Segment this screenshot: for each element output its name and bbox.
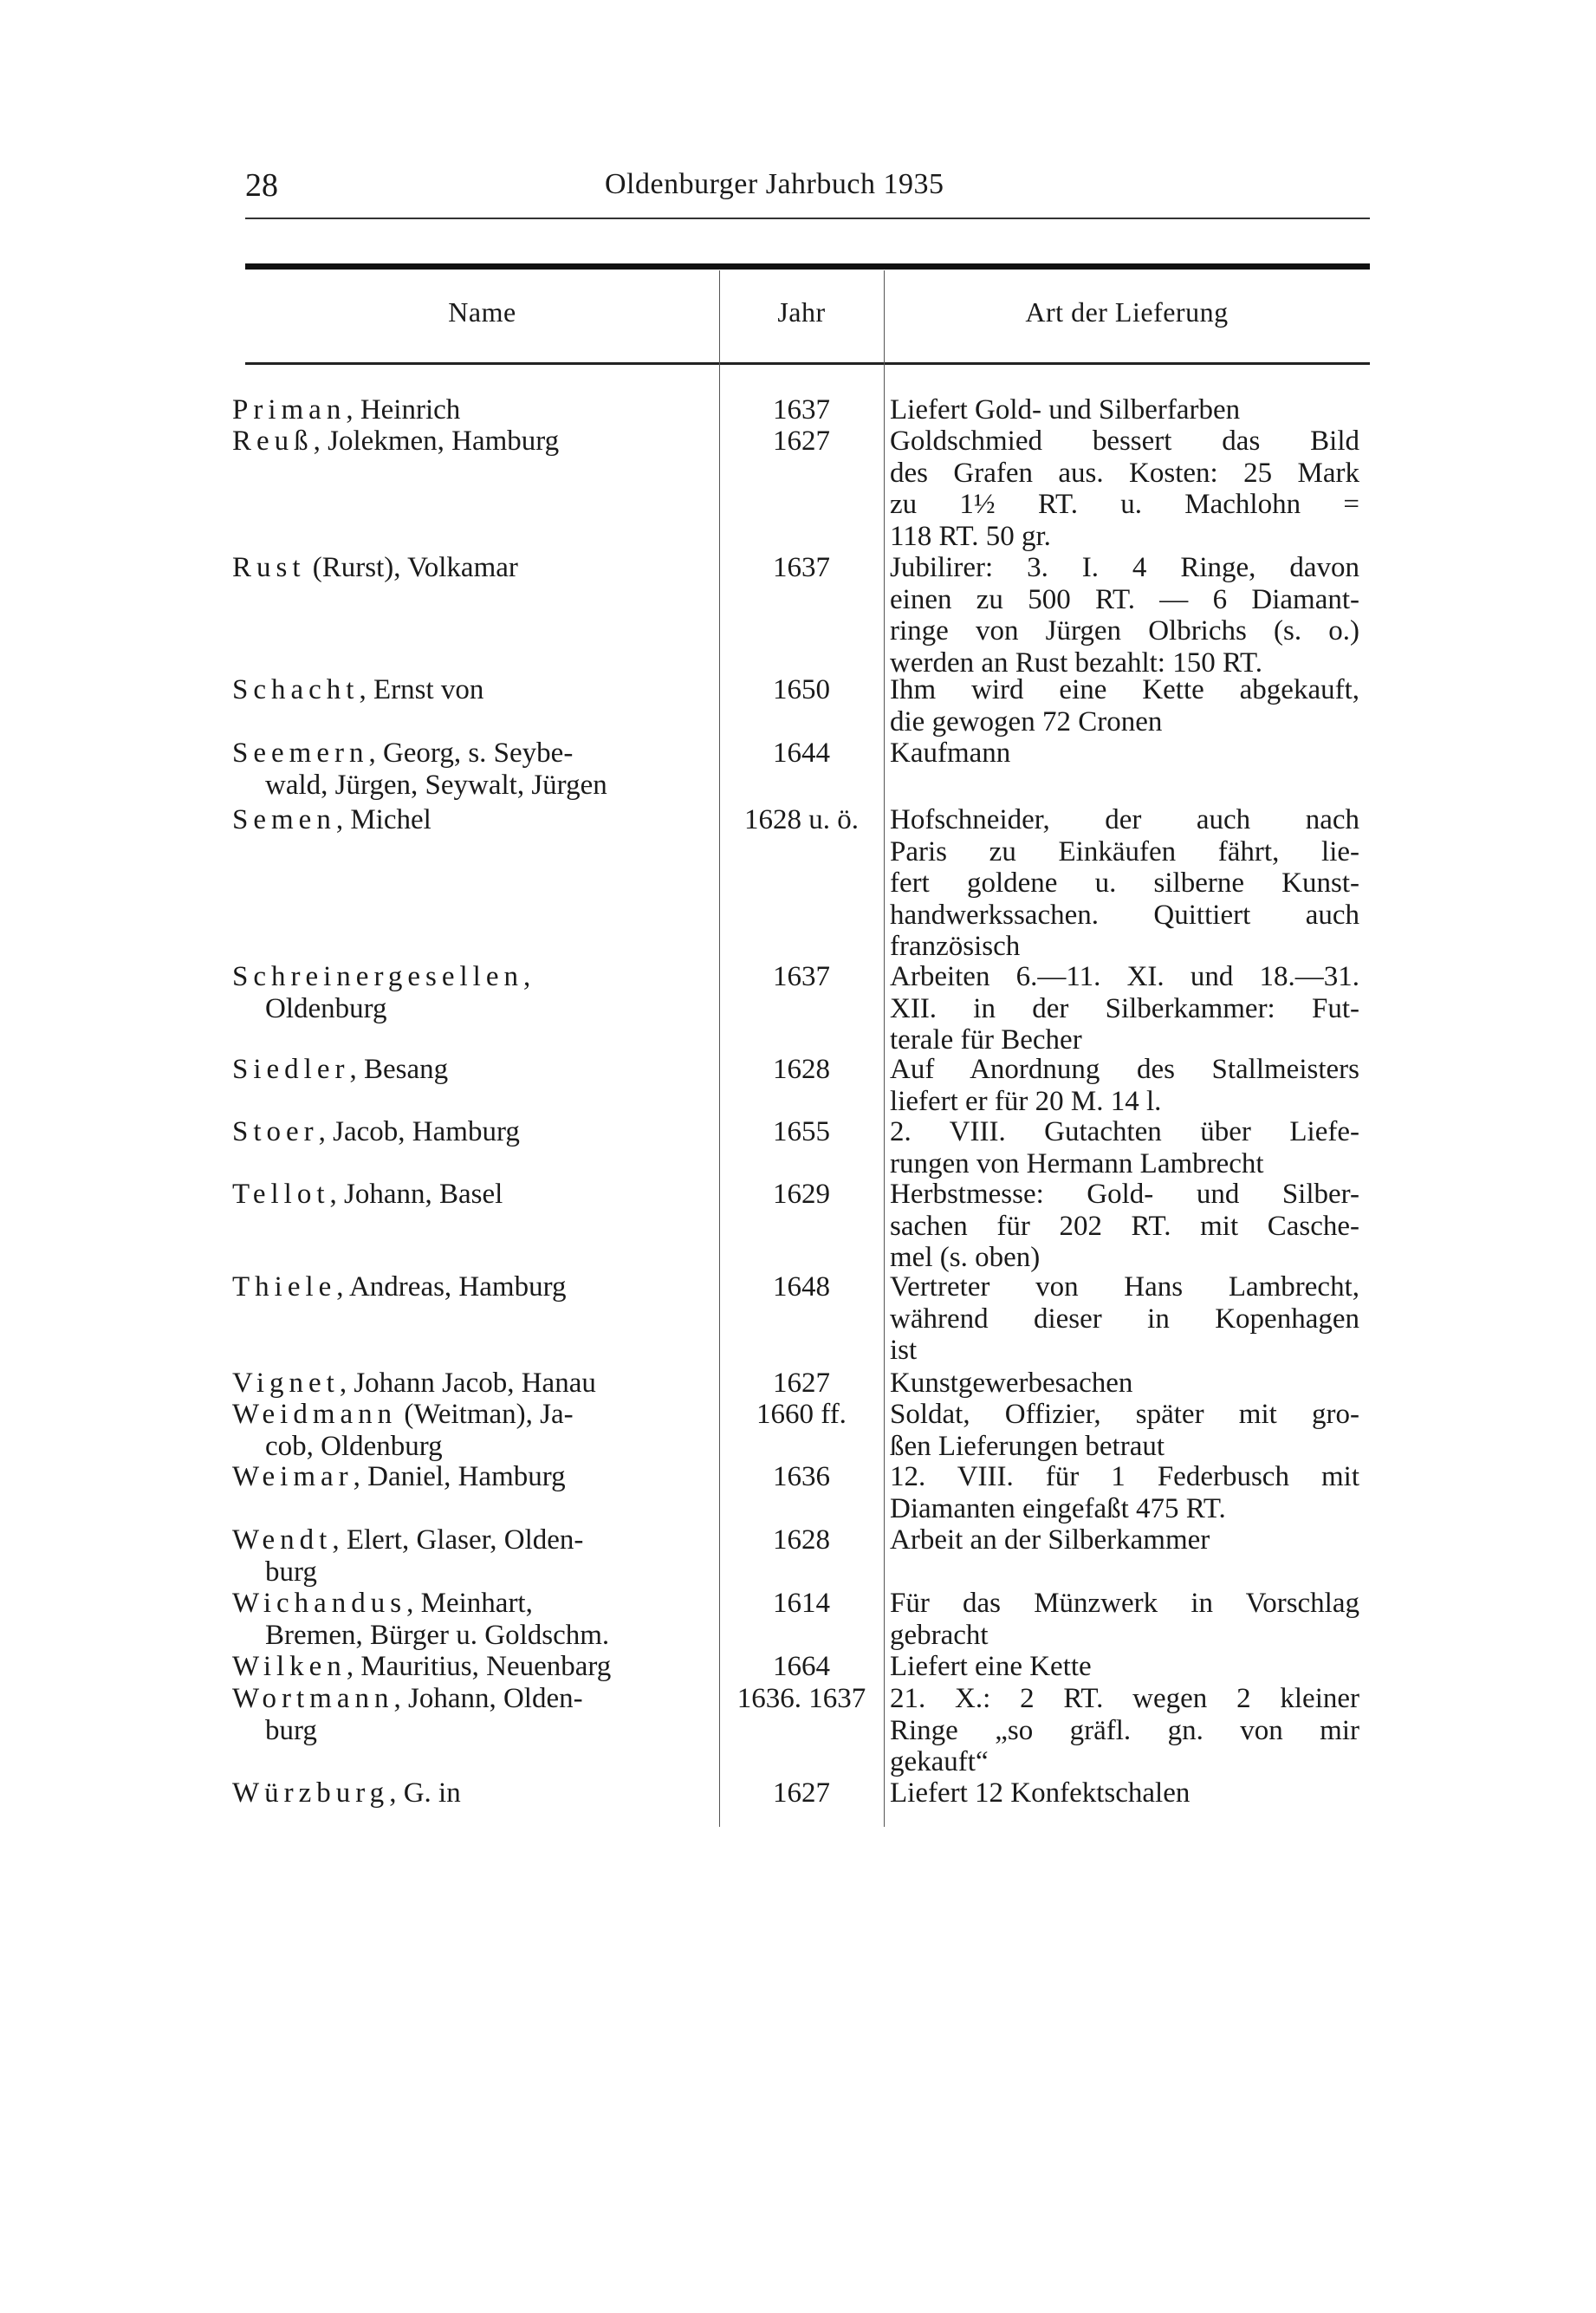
entry-year: 1650 [773,674,830,705]
entry-delivery-line: mel (s. oben) [890,1242,1041,1273]
entry-delivery-line: liefert er für 20 M. 14 l. [890,1085,1162,1117]
entry-delivery-line: sachen für 202 RT. mit Casche- [890,1210,1359,1242]
entry-surname: Schreinergesellen [232,961,523,992]
entry-delivery-line: rungen von Hermann Lambrecht [890,1147,1264,1179]
entry-year: 1655 [773,1116,830,1147]
entry-delivery [890,552,1359,679]
entry-delivery-line: 21. X.: 2 RT. wegen 2 kleiner [890,1683,1359,1714]
entry-name-line [232,1399,707,1431]
entry-name [232,394,707,426]
entry-delivery-line: Soldat, Offizier, später mit gro- [890,1399,1359,1430]
entry-surname: Weidmann [232,1399,398,1430]
entry-name-line [232,1651,707,1683]
entry-delivery-line: Auf Anordnung des Stallmeisters [890,1054,1359,1085]
table-top-rule [245,263,1370,270]
entry-name-rest: , Johann Jacob, Hanau [339,1368,596,1399]
header-rule [245,218,1370,219]
entry-name-rest: , Michel [335,804,431,835]
entry-delivery [890,394,1359,426]
entry-name [232,1054,707,1086]
entry-delivery-line: zu 1½ RT. u. Machlohn = [890,489,1359,520]
entry-name-rest: , [522,961,531,992]
entry-name-rest: , Johann, Olden- [393,1683,583,1714]
entry-name-line [232,1777,707,1809]
entry-name [232,1271,707,1303]
entry-year: 1636. 1637 [736,1683,866,1714]
entry-name [232,1179,707,1211]
running-title: Oldenburger Jahrbuch 1935 [605,168,944,200]
entry-name [232,1651,707,1683]
entry-delivery-line: XII. in der Silberkammer: Fut- [890,992,1359,1024]
entry-name [232,1524,707,1588]
entry-year: 1627 [773,426,830,457]
entry-name [232,1368,707,1400]
entry-delivery-line: fert goldene u. silberne Kunst- [890,867,1359,899]
entry-surname: Wendt [232,1524,333,1556]
entry-year: 1664 [773,1651,830,1682]
entry-delivery-line: handwerkssachen. Quittiert auch [890,899,1359,931]
entry-year: 1648 [773,1271,830,1303]
entry-name-line [232,1368,707,1400]
entry-name-rest: , Andreas, Hamburg [336,1271,567,1303]
entry-delivery [890,1368,1359,1400]
entry-delivery-line: ßen Lieferungen betraut [890,1430,1165,1462]
entry-name [232,1399,707,1462]
entry-year: 1614 [773,1588,830,1619]
entry-delivery-line: gebracht [890,1619,989,1651]
entry-name-line: cob, Oldenburg [265,1430,443,1462]
entry-delivery [890,1461,1359,1524]
entry-surname: Stoer [232,1116,319,1147]
entry-name-rest: , Elert, Glaser, Olden- [332,1524,584,1556]
entry-delivery-line: werden an Rust bezahlt: 150 RT. [890,646,1262,679]
entry-name [232,1683,707,1746]
entry-name-line [232,1054,707,1086]
entry-delivery-line: Vertreter von Hans Lambrecht, [890,1271,1359,1303]
entry-name-line: Bremen, Bürger u. Goldschm. [265,1619,610,1651]
entry-delivery-line: terale für Becher [890,1024,1082,1056]
entry-year: 1627 [773,1368,830,1399]
entry-name-rest: , Besang [349,1054,449,1085]
column-divider [884,270,885,1827]
entry-name-rest: , Meinhart, [406,1588,533,1619]
entry-delivery-line: Kaufmann [890,737,1011,769]
entry-delivery-line: die gewogen 72 Cronen [890,705,1163,737]
entry-name-rest: , Heinrich [346,394,461,426]
entry-delivery-line: Jubilirer: 3. I. 4 Ringe, davon [890,552,1359,583]
entry-delivery [890,804,1359,963]
entry-name-rest: , Daniel, Hamburg [353,1461,566,1492]
entry-surname: Weimar [232,1461,354,1492]
entry-name [232,674,707,706]
entry-delivery-line: Arbeit an der Silberkammer [890,1524,1210,1556]
entry-name [232,737,707,801]
entry-year: 1628 [773,1524,830,1556]
entry-name-rest: , Mauritius, Neuenbarg [346,1651,612,1682]
entry-delivery [890,1651,1359,1683]
entry-name-line [232,674,707,706]
entry-delivery-line: Paris zu Einkäufen fährt, lie- [890,835,1359,867]
entry-delivery [890,1399,1359,1462]
entry-name [232,1777,707,1809]
entry-year: 1636 [773,1461,830,1492]
entry-surname: Wichandus [232,1588,407,1619]
entry-delivery [890,1116,1359,1179]
entry-delivery-line: 12. VIII. für 1 Federbusch mit [890,1461,1359,1492]
entry-delivery-line: Liefert eine Kette [890,1651,1092,1682]
entry-delivery-line: Arbeiten 6.—11. XI. und 18.—31. [890,961,1359,992]
entry-delivery [890,426,1359,552]
entry-surname: Rust [232,552,306,583]
entry-name-line [232,552,707,584]
table-header-rule [245,362,1370,365]
entry-year: 1644 [773,737,830,769]
entry-delivery-line: 118 RT. 50 gr. [890,520,1051,552]
entry-name-line [232,804,707,836]
entry-delivery-line: des Grafen aus. Kosten: 25 Mark [890,457,1359,489]
entry-name-line: wald, Jürgen, Seywalt, Jürgen [265,769,607,801]
entry-name-rest: , Johann, Basel [329,1179,503,1210]
entry-delivery [890,961,1359,1056]
entry-name-line [232,1588,707,1620]
page-number: 28 [245,167,278,204]
entry-delivery-line: Hofschneider, der auch nach [890,804,1359,835]
entry-surname: Würzburg [232,1777,390,1809]
entry-name [232,1116,707,1148]
entry-delivery-line: gekauft“ [890,1746,989,1777]
entry-surname: Reuß [232,426,314,457]
entry-delivery-line: ist [890,1335,918,1366]
entry-name-line [232,1271,707,1303]
entry-delivery [890,1683,1359,1778]
entry-delivery [890,674,1359,737]
entry-surname: Tellot [232,1179,330,1210]
entry-name-rest: , Ernst von [359,674,484,705]
entry-delivery-line: Goldschmied bessert das Bild [890,426,1359,457]
entry-name-line [232,1179,707,1211]
column-header-jahr: Jahr [777,296,826,328]
entry-name-rest: , Jolekmen, Hamburg [313,426,560,457]
entry-surname: Semen [232,804,336,835]
entry-delivery-line: Herbstmesse: Gold- und Silber- [890,1179,1359,1210]
entry-surname: Wortmann [232,1683,394,1714]
entry-name-line [232,1116,707,1148]
entry-delivery-line: französisch [890,931,1021,962]
entry-delivery-line: Kunstgewerbesachen [890,1368,1133,1399]
entry-surname: Wilken [232,1651,347,1682]
entry-delivery [890,737,1359,770]
entry-name-rest: (Rurst), Volkamar [305,552,518,583]
entry-name-rest: , Georg, s. Seybe- [368,737,574,769]
entry-delivery [890,1777,1359,1809]
entry-delivery-line: Diamanten eingefaßt 475 RT. [890,1492,1226,1524]
entry-name-line [232,426,707,458]
entry-name-line [232,1461,707,1493]
entry-delivery [890,1588,1359,1651]
entry-name-line [232,961,707,993]
entry-name [232,961,707,1024]
entry-name [232,552,707,584]
entry-surname: Thiele [232,1271,337,1303]
entry-surname: Vignet [232,1368,340,1399]
entry-name-line: Oldenburg [265,992,387,1024]
entry-delivery [890,1271,1359,1367]
entry-year: 1660 ff. [756,1399,847,1430]
entry-delivery-line: Ringe „so gräfl. gn. von mir [890,1714,1359,1746]
entry-year: 1637 [773,552,830,583]
entry-name-rest: (Weitman), Ja- [397,1399,574,1430]
entry-delivery-line: Liefert 12 Konfektschalen [890,1777,1191,1809]
entry-name-line [232,737,707,770]
entry-delivery-line: einen zu 500 RT. — 6 Diamant- [890,583,1359,615]
entry-delivery-line: Liefert Gold- und Silberfarben [890,394,1241,426]
entry-name-line [232,1524,707,1556]
entry-delivery-line: 2. VIII. Gutachten über Liefe- [890,1116,1359,1147]
entry-year: 1627 [773,1777,830,1809]
entry-year: 1637 [773,394,830,426]
entry-delivery [890,1524,1359,1556]
entry-surname: Schacht [232,674,360,705]
entry-delivery [890,1054,1359,1117]
entry-surname: Priman [232,394,347,426]
entry-name-rest: , G. in [389,1777,461,1809]
column-header-art: Art der Lieferung [1025,296,1229,328]
entry-surname: Seemern [232,737,369,769]
entry-delivery-line: ringe von Jürgen Olbrichs (s. o.) [890,615,1359,646]
entry-name-rest: , Jacob, Hamburg [318,1116,520,1147]
entry-name-line: burg [265,1556,317,1588]
entry-name [232,1588,707,1651]
entry-name-line [232,1683,707,1715]
entry-year: 1637 [773,961,830,992]
entry-name [232,1461,707,1493]
entry-year: 1629 [773,1179,830,1210]
entry-delivery-line: Ihm wird eine Kette abgekauft, [890,674,1359,705]
entry-year: 1628 [773,1054,830,1085]
entry-year: 1628 u. ö. [744,804,859,835]
entry-name-line: burg [265,1714,317,1746]
entry-name [232,426,707,458]
entry-name-line [232,394,707,426]
entry-delivery-line: Für das Münzwerk in Vorschlag [890,1588,1359,1619]
entry-delivery-line: während dieser in Kopenhagen [890,1303,1359,1335]
column-header-name: Name [448,296,516,328]
entry-name [232,804,707,836]
entry-surname: Siedler [232,1054,350,1085]
entry-delivery [890,1179,1359,1274]
